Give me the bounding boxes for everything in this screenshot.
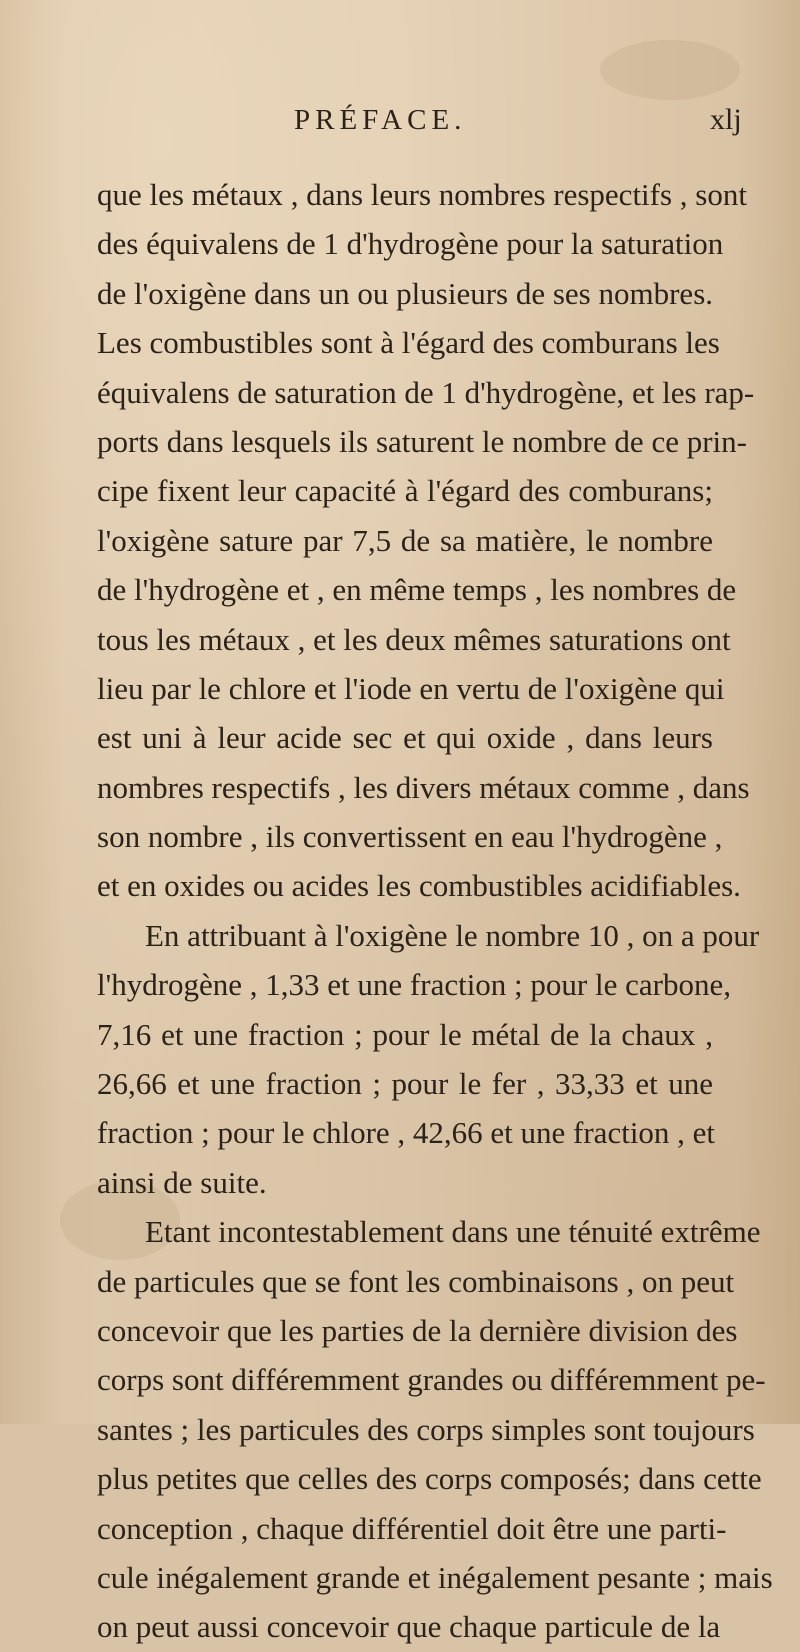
text-line: ports dans lesquels ils saturent le nombre de ce prin- bbox=[97, 423, 747, 459]
text-line: de l'oxigène dans un ou plusieurs de ses nombres. bbox=[97, 275, 714, 311]
text-line: 26,66 et une fraction ; pour le fer , 33,33 et une bbox=[97, 1066, 713, 1102]
text-line: conception , chaque différentiel doit être une parti- bbox=[97, 1510, 727, 1546]
text-line: Les combustibles sont à l'égard des comburans les bbox=[97, 325, 720, 361]
text-line: équivalens de saturation de 1 d'hydrogène, et les rap- bbox=[97, 374, 755, 410]
paper-stain bbox=[600, 40, 740, 100]
text-line: et en oxides ou acides les combustibles acidifiables. bbox=[97, 868, 741, 904]
running-title: PRÉFACE. bbox=[294, 104, 467, 136]
text-line: de l'hydrogène et , en même temps , les nombres de bbox=[97, 572, 737, 608]
page-number: xlj bbox=[710, 103, 742, 136]
page-header bbox=[0, 100, 800, 140]
text-line: concevoir que les parties de la dernière division des bbox=[97, 1312, 738, 1348]
text-line: l'oxigène sature par 7,5 de sa matière, le nombre bbox=[97, 522, 713, 558]
text-line: cule inégalement grande et inégalement pesante ; mais bbox=[97, 1559, 773, 1595]
text-line: est uni à leur acide sec et qui oxide , dans leurs bbox=[97, 720, 713, 756]
text-line: des équivalens de 1 d'hydrogène pour la saturation bbox=[97, 226, 724, 262]
text-line: En attribuant à l'oxigène le nombre 10 , on a pour bbox=[145, 917, 760, 953]
text-line: que les métaux , dans leurs nombres respectifs , sont bbox=[97, 177, 747, 212]
body-text bbox=[97, 170, 773, 1652]
text-line: santes ; les particules des corps simples sont toujours bbox=[97, 1411, 755, 1447]
text-line: plus petites que celles des corps composés; dans cette bbox=[97, 1461, 762, 1497]
text-line: corps sont différemment grandes ou différemment pe- bbox=[97, 1362, 766, 1398]
text-line: Etant incontestablement dans une ténuité extrême bbox=[145, 1214, 761, 1250]
text-line: 7,16 et une fraction ; pour le métal de la chaux , bbox=[97, 1016, 713, 1052]
text-line: de particules que se font les combinaisons , on peut bbox=[97, 1263, 735, 1299]
text-line: ainsi de suite. bbox=[97, 1164, 267, 1200]
text-line: lieu par le chlore et l'iode en vertu de l'oxigène qui bbox=[97, 670, 725, 706]
text-line: son nombre , ils convertissent en eau l'hydrogène , bbox=[97, 819, 723, 855]
text-line: tous les métaux , et les deux mêmes saturations ont bbox=[97, 621, 731, 657]
text-line: on peut aussi concevoir que chaque particule de la bbox=[97, 1609, 721, 1645]
text-line: cipe fixent leur capacité à l'égard des comburans; bbox=[97, 473, 713, 509]
text-line: nombres respectifs , les divers métaux comme , dans bbox=[97, 769, 750, 805]
text-line: l'hydrogène , 1,33 et une fraction ; pour le carbone, bbox=[97, 967, 731, 1003]
text-line: fraction ; pour le chlore , 42,66 et une fraction , et bbox=[97, 1115, 716, 1151]
